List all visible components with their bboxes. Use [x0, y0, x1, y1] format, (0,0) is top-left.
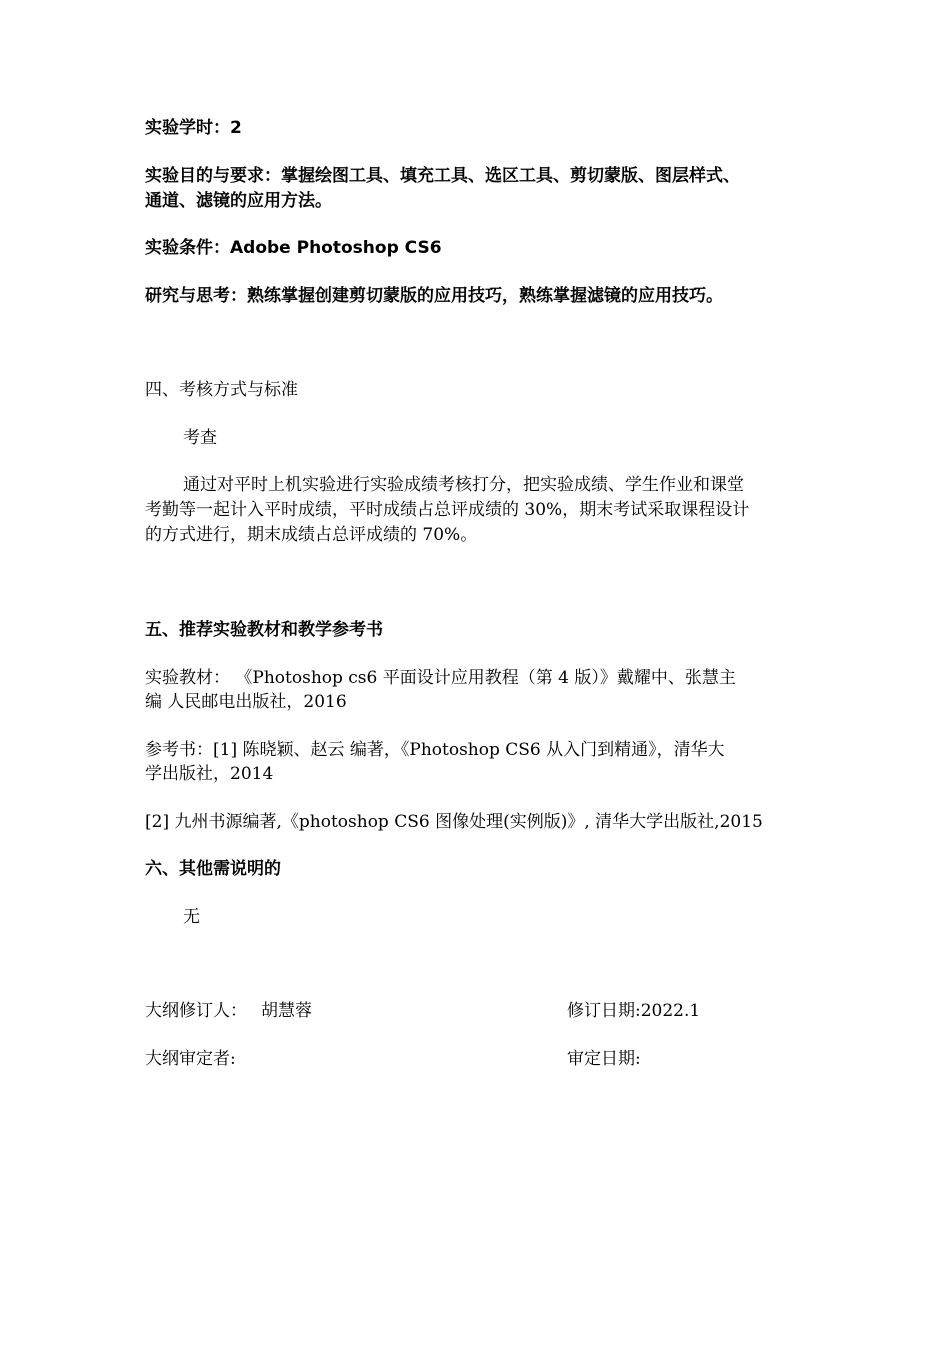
section6-heading: 六、其他需说明的 [145, 859, 281, 879]
revision-date: 修订日期:2022.1 [567, 1001, 701, 1021]
approver-label: 大纲审定者: [145, 1049, 236, 1069]
reviser-label: 大纲修订人： [145, 1001, 247, 1021]
approval-date: 审定日期: [567, 1049, 641, 1069]
reference1-line1: 参考书：[1] 陈晓颖、赵云 编著，《Photoshop CS6 从入门到精通》，清华大 [145, 740, 725, 760]
reference1-line2: 学出版社，2014 [145, 764, 274, 784]
assessment-paragraph-line2: 考勤等一起计入平时成绩，平时成绩占总评成绩的 30%，期末考试采取课程设计 [145, 500, 750, 520]
assessment-method: 考查 [183, 428, 217, 448]
textbook-line1: 实验教材： 《Photoshop cs6 平面设计应用教程（第 4 版）》戴耀中、张慧主 [145, 668, 736, 688]
lab-objective-line2: 通道、滤镜的应用方法。 [145, 191, 332, 211]
assessment-paragraph-line3: 的方式进行，期末成绩占总评成绩的 70%。 [145, 525, 478, 545]
reference2: [2] 九州书源编著,《photoshop CS6 图像处理(实例版)》, 清华大学出版社,2015 [145, 812, 763, 832]
lab-research: 研究与思考：熟练掌握创建剪切蒙版的应用技巧，熟练掌握滤镜的应用技巧。 [145, 286, 723, 306]
textbook-line2: 编 人民邮电出版社，2016 [145, 692, 347, 712]
reviser-row [145, 999, 312, 1023]
section5-heading: 五、推荐实验教材和教学参考书 [145, 620, 383, 640]
lab-conditions: 实验条件：Adobe Photoshop CS6 [145, 238, 442, 258]
other-notes: 无 [183, 907, 200, 927]
lab-objective-line1: 实验目的与要求：掌握绘图工具、填充工具、选区工具、剪切蒙版、图层样式、 [145, 166, 740, 186]
section4-heading: 四、考核方式与标准 [145, 380, 298, 400]
lab-hours: 实验学时：2 [145, 118, 242, 138]
assessment-paragraph-line1: 通过对平时上机实验进行实验成绩考核打分，把实验成绩、学生作业和课堂 [183, 475, 744, 495]
reviser-name: 胡慧蓉 [261, 1001, 312, 1021]
